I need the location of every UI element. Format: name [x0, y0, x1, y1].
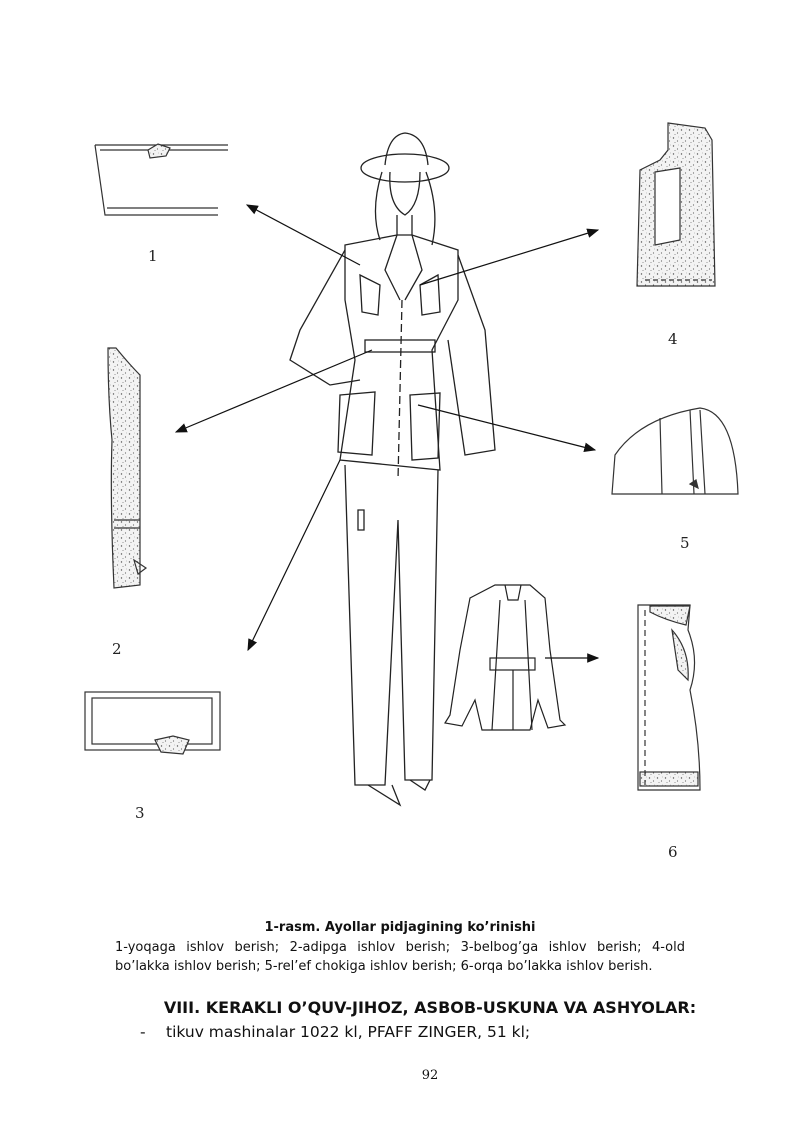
figure-label-4: 4 — [668, 330, 678, 348]
figure-label-5: 5 — [680, 534, 690, 552]
list-dash: - — [140, 1023, 146, 1041]
piece-4-front-part-drawing — [637, 123, 715, 286]
page-number: 92 — [421, 1068, 439, 1083]
section-heading: VIII. KERAKLI O’QUV-JIHOZ, ASBOB-USKUNA VA ASHYOLAR: — [163, 998, 697, 1017]
list-item-text: tikuv mashinalar 1022 kl, PFAFF ZINGER, 51 kl; — [166, 1023, 531, 1041]
figure-label-3: 3 — [135, 804, 145, 822]
woman-in-jacket-sketch — [290, 133, 495, 805]
figure-label-6: 6 — [668, 843, 678, 861]
piece-3-belt-drawing — [85, 692, 220, 754]
piece-6-back-part-drawing — [638, 605, 700, 790]
piece-2-facing-drawing — [108, 348, 146, 588]
figure-label-1: 1 — [148, 247, 158, 265]
figure-label-2: 2 — [112, 640, 122, 658]
figure-caption-title: 1-rasm. Ayollar pidjagining ko’rinishi — [264, 920, 536, 935]
list-item — [140, 1023, 530, 1041]
piece-1-collar-drawing — [95, 144, 228, 215]
piece-5-relief-seam-drawing — [612, 408, 738, 494]
figure-caption-body: 1-yoqaga ishlov berish; 2-adipga ishlov berish; 3-belbog’ga ishlov berish; 4-old bo’lakka ishlov berish; 5-rel’ef chokiga ishlov berish; 6-orqa bo’lakka ishlov berish. — [115, 940, 685, 974]
